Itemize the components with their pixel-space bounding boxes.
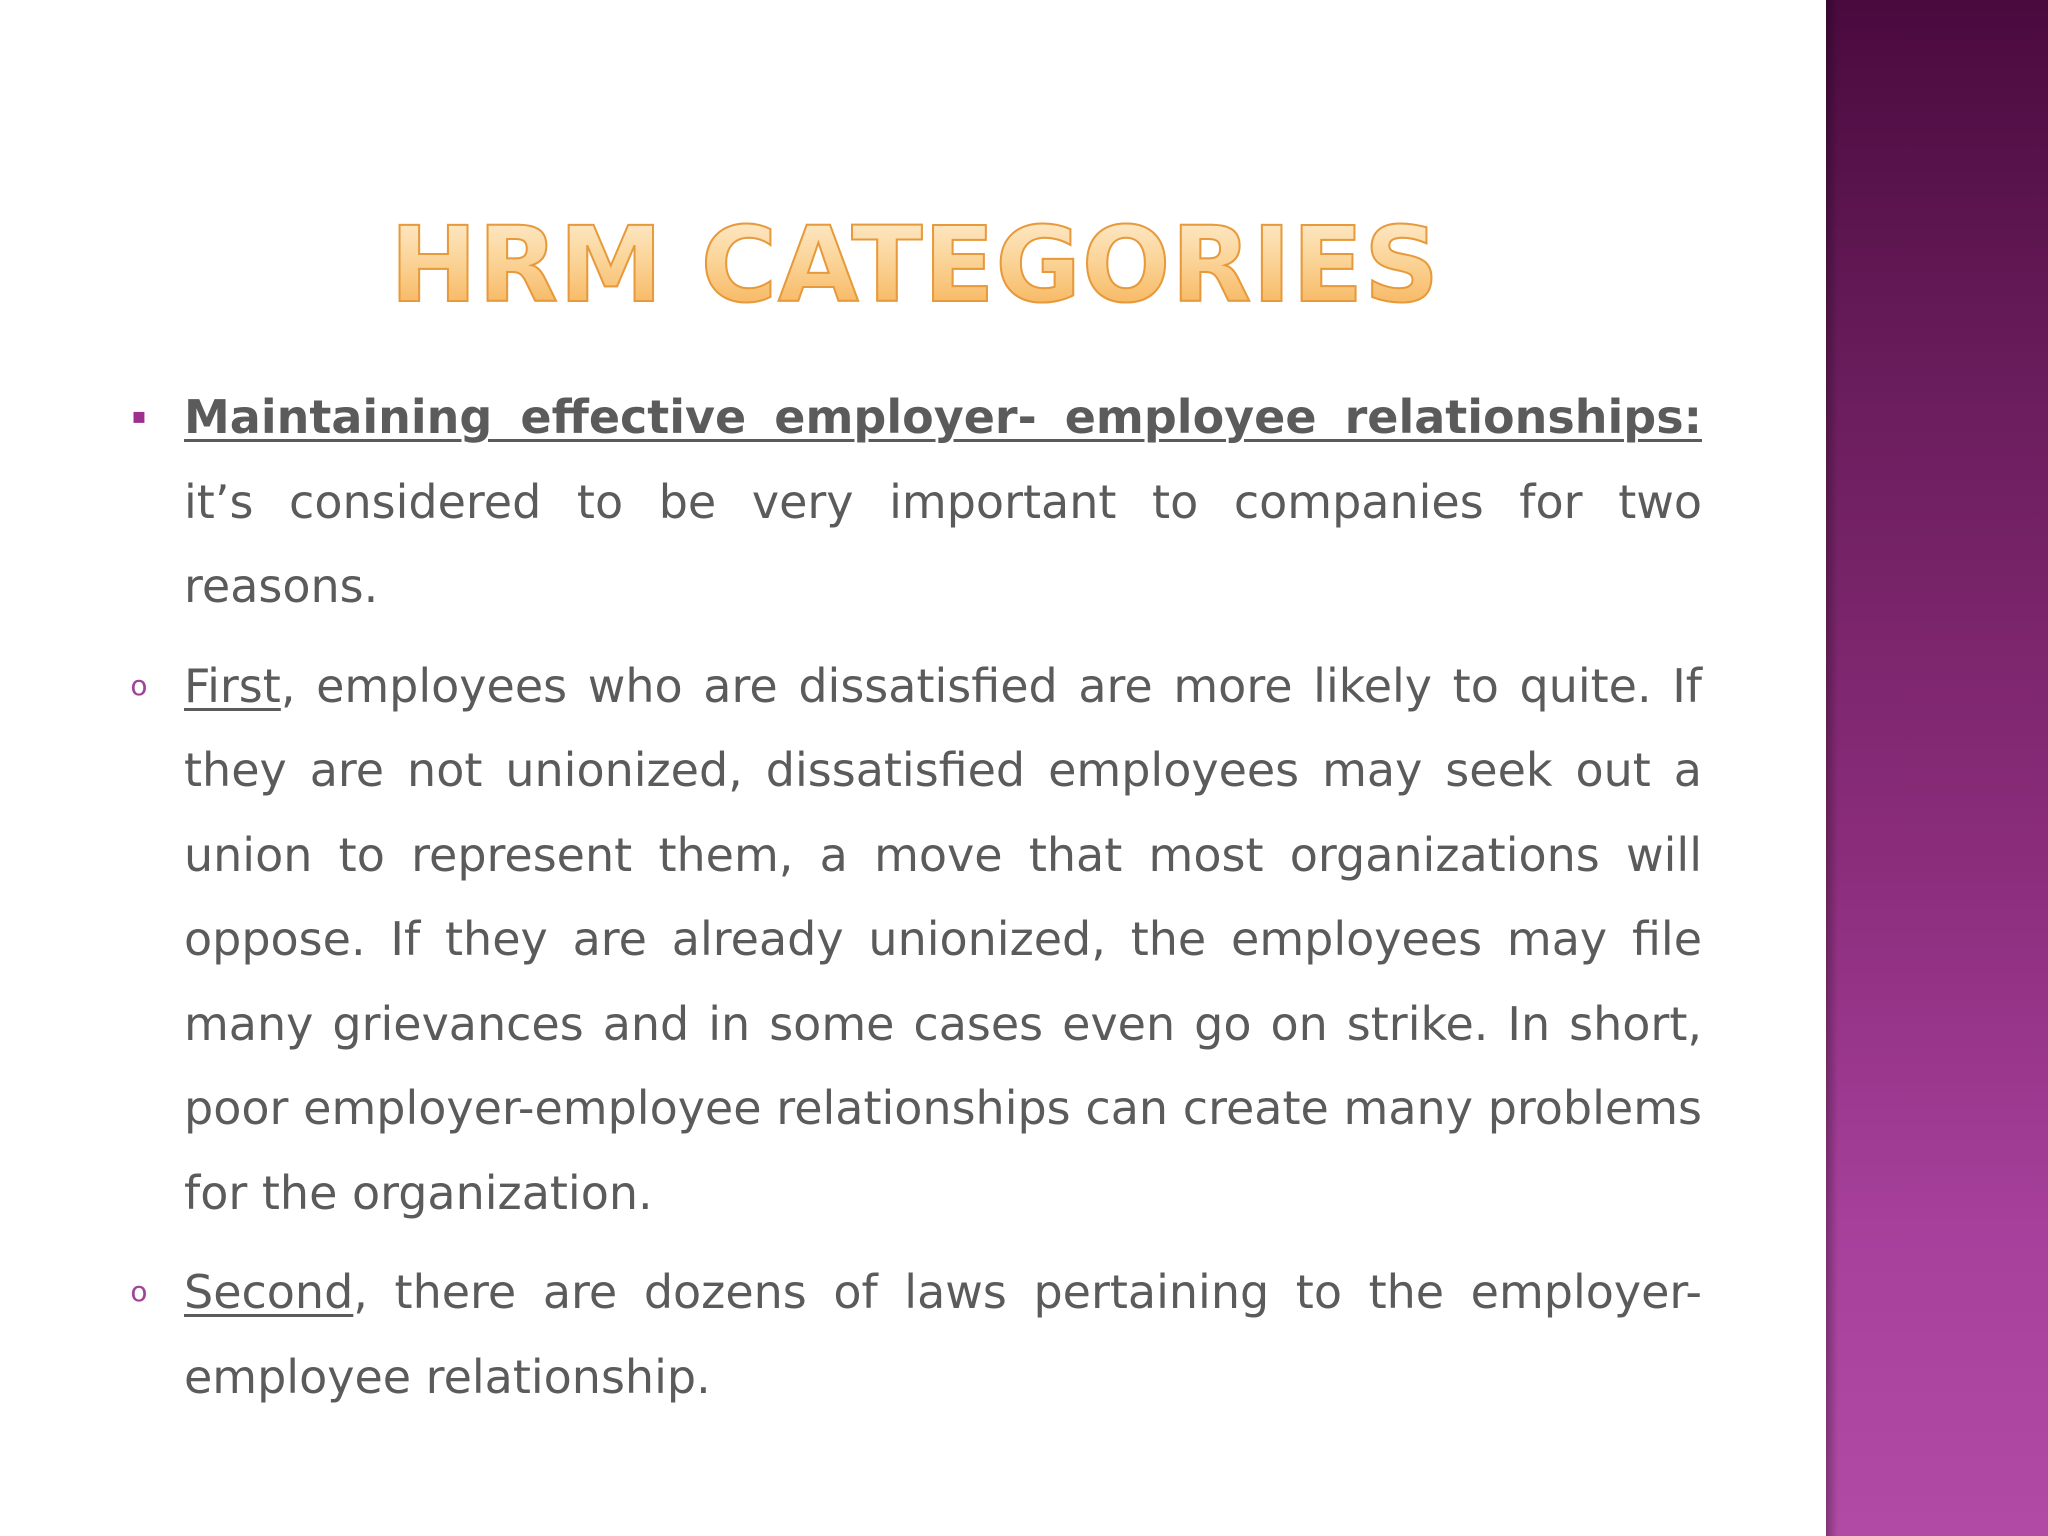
bullet-text: it’s considered to be very important to companies for two reasons. [184, 474, 1702, 613]
circle-bullet-icon: o [130, 1275, 148, 1308]
slide-title: HRM CATEGORIES [330, 200, 1500, 330]
bullet-text: , there are dozens of laws pertaining to the employer-employee relationship. [184, 1265, 1702, 1404]
bullet-paragraph-2 [130, 644, 1702, 1236]
circle-bullet-icon: o [130, 668, 148, 702]
bullet-paragraph-3 [130, 1250, 1702, 1419]
bullet-lead-second: Second [184, 1265, 354, 1319]
bullet-text: , employees who are dissatisfied are more likely to quite. If they are not unionized, dissatisfied employees may seek out a union to represent them, a move that most organizations will oppose. If they are already unionized, the employees may file many grievances and in some cases even go on strike. In short, poor employer-employee relationships can create many problems for the organization. [184, 658, 1702, 1220]
bullet-lead-first: First [184, 658, 281, 713]
square-bullet-icon: ▪ [131, 404, 147, 429]
bullet-heading: Maintaining effective employer- employee relationships: [184, 390, 1702, 444]
bullet-paragraph-1 [131, 375, 1702, 629]
decorative-side-bar [1826, 0, 2048, 1536]
slide-content [130, 375, 1702, 1434]
